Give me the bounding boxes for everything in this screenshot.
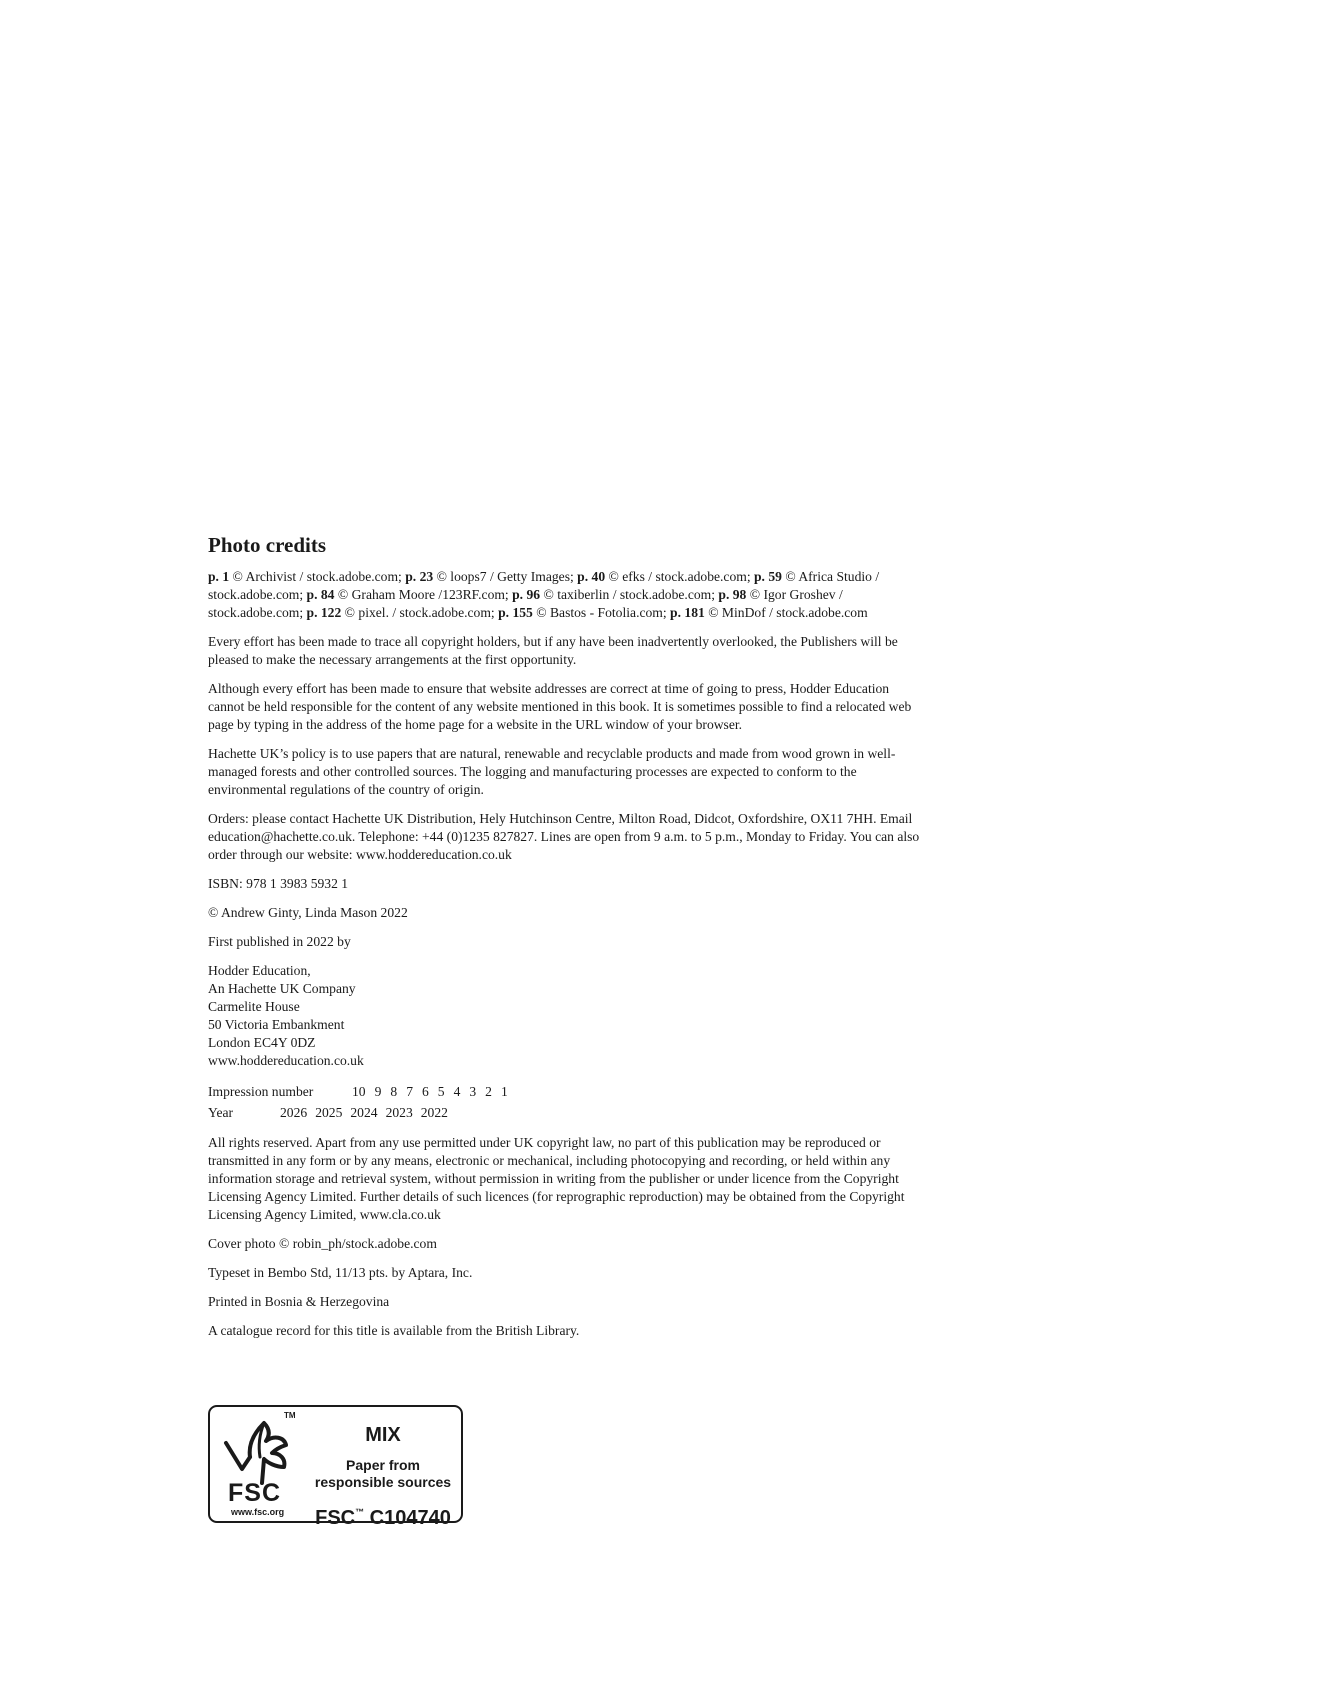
policy-paragraph: Hachette UK’s policy is to use papers that are natural, renewable and recyclable products and made from wood grown in well-managed forests and other controlled sources. The logging and manufacturing processes are expected to conform to the environmental regulations of the country of origin. [208, 746, 896, 797]
photo-credits-heading: Photo credits [208, 533, 327, 557]
impression-year: 2025 [315, 1105, 343, 1120]
credit-page: p. 84 [306, 587, 335, 602]
credit-text: © efks / stock.adobe.com; [605, 569, 754, 584]
impression-number: 8 [390, 1084, 398, 1099]
credit-text: © Graham Moore /123RF.com; [334, 587, 513, 602]
credit-page: p. 122 [306, 605, 342, 620]
impression-year-label: Year [208, 1105, 234, 1120]
photo-credits-list [208, 568, 924, 622]
credit-page: p. 98 [718, 587, 747, 602]
impression-number: 9 [374, 1084, 382, 1099]
credit-text: © Bastos - Fotolia.com; [532, 605, 671, 620]
credit-page: p. 155 [498, 605, 533, 620]
copyright-page [208, 532, 924, 1351]
credit-text: © Archivist / stock.adobe.com; [229, 569, 406, 584]
credit-text: © MinDof / stock.adobe.com [704, 605, 868, 620]
credit-page: p. 1 [208, 569, 230, 584]
impression-number-label: Impression number [208, 1084, 314, 1099]
credit-text: © taxiberlin / stock.adobe.com; [540, 587, 719, 602]
fsc-code-tm: ™ [355, 1507, 365, 1517]
impression-number: 10 [352, 1084, 366, 1099]
credit-text: © Igor Groshev / stock.adobe.com; [208, 587, 843, 620]
fsc-license-code [308, 1500, 458, 1530]
impression-table [208, 1081, 924, 1123]
impression-number-row [208, 1081, 924, 1102]
websites-paragraph: Although every effort has been made to ensure that website addresses are correct at time of going to press, Hodder Education cannot be held responsible for the content of any website mentioned in this book. It is sometimes possible to find a relocated web page by typing in the address of the home page for a website in the URL window of your browser. [208, 681, 912, 732]
address-line: London EC4Y 0DZ [208, 1035, 316, 1050]
credit-page: p. 96 [512, 587, 541, 602]
credit-page: p. 40 [577, 569, 606, 584]
impression-number: 7 [406, 1084, 413, 1099]
impression-number: 6 [421, 1084, 429, 1099]
fsc-mix-label: MIX [365, 1424, 401, 1446]
fsc-description [308, 1457, 458, 1491]
credit-page: p. 181 [670, 605, 705, 620]
address-line: Carmelite House [208, 999, 300, 1014]
fsc-desc-line: responsible sources [314, 1474, 452, 1490]
impression-year: 2024 [350, 1105, 378, 1120]
impression-year: 2026 [280, 1105, 308, 1120]
copyright-line: © Andrew Ginty, Linda Mason 2022 [208, 905, 408, 920]
credit-page: p. 59 [754, 569, 782, 584]
fsc-label-text [308, 1423, 458, 1530]
fsc-desc-line: Paper from [346, 1457, 420, 1473]
impression-number: 3 [469, 1084, 477, 1099]
typeset-line: Typeset in Bembo Std, 11/13 pts. by Aptara, Inc. [208, 1265, 473, 1280]
impression-years [280, 1102, 456, 1123]
cover-photo-credit: Cover photo © robin_ph/stock.adobe.com [208, 1236, 437, 1251]
credit-page: p. 23 [405, 569, 434, 584]
credit-text: © loops7 / Getty Images; [433, 569, 578, 584]
fsc-code-number: C104740 [364, 1507, 451, 1529]
printed-line: Printed in Bosnia & Herzegovina [208, 1294, 390, 1309]
first-published: First published in 2022 by [208, 934, 351, 949]
credit-text: © pixel. / stock.adobe.com; [341, 605, 499, 620]
impression-year-row [208, 1102, 924, 1123]
fsc-certification-logo [208, 1405, 463, 1529]
address-line: Hodder Education, [208, 963, 311, 978]
address-line: An Hachette UK Company [208, 981, 356, 996]
publisher-address [208, 962, 924, 1070]
credit-text: © Africa Studio / stock.adobe.com; [208, 569, 880, 602]
address-line: 50 Victoria Embankment [208, 1017, 345, 1032]
address-line: www.hoddereducation.co.uk [208, 1053, 364, 1068]
fsc-website: www.fsc.org [231, 1507, 285, 1517]
fsc-trademark: TM [284, 1411, 296, 1420]
impression-number: 2 [485, 1084, 492, 1099]
rights-paragraph: All rights reserved. Apart from any use permitted under UK copyright law, no part of this publication may be reproduced or transmitted in any form or by any means, electronic or mechanical, including photocopying and recording, or held within any information storage and retrieval system, without permission in writing from the publisher or under licence from the Copyright Licensing Agency Limited. Further details of such licences (for reprographic reproduction) may be obtained from the Copyright Licensing Agency Limited, www.cla.co.uk [208, 1135, 905, 1222]
impression-numbers [352, 1081, 517, 1102]
catalogue-line: A catalogue record for this title is available from the British Library. [208, 1323, 580, 1338]
impression-number: 4 [453, 1084, 461, 1099]
fsc-code-prefix: FSC [315, 1507, 356, 1529]
impression-year: 2023 [385, 1105, 413, 1120]
impression-year: 2022 [420, 1105, 448, 1120]
orders-paragraph: Orders: please contact Hachette UK Distribution, Hely Hutchinson Centre, Milton Road, Didcot, Oxfordshire, OX11 7HH. Email education@hachette.co.uk. Telephone: +44 (0)1235 827827. Lines are open from 9 a.m. to 5 p.m., Monday to Friday. You can also order through our website: www.hoddereducation.co.uk [208, 811, 920, 862]
isbn: ISBN: 978 1 3983 5932 1 [208, 876, 349, 891]
impression-number: 1 [500, 1084, 508, 1099]
effort-paragraph: Every effort has been made to trace all copyright holders, but if any have been inadvertently overlooked, the Publishers will be pleased to make the necessary arrangements at the first opportunity. [208, 634, 898, 667]
fsc-logo-text: FSC [228, 1479, 281, 1507]
impression-number: 5 [437, 1084, 445, 1099]
